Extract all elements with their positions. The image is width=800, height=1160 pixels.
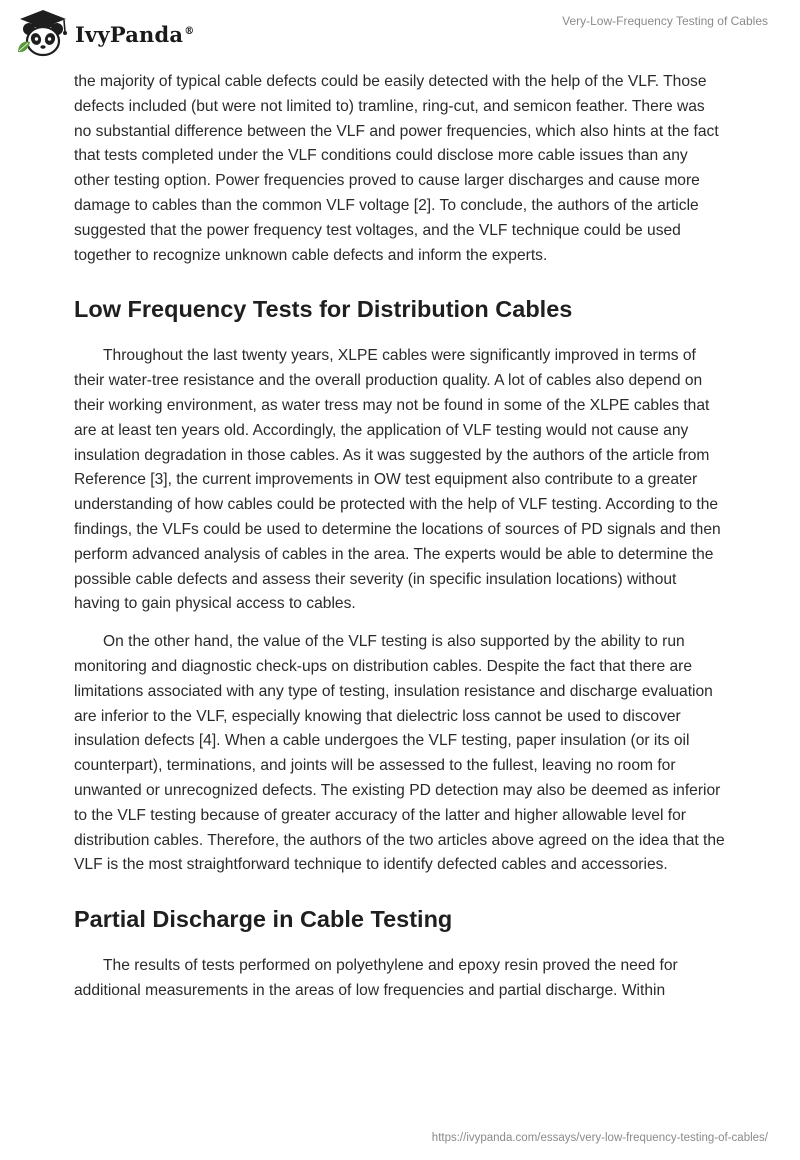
paragraph-1: the majority of typical cable defects could be easily detected with the help of the VLF. Those defects included (but were not limited to) tramline, ring-cut, and semicon feather. There was no substantial difference between the VLF and power frequencies, which also hints at the fact that tests completed under the VLF conditions could disclose more cable issues than any other testing option. Power frequencies proved to cause larger discharges and cause more damage to cables than the common VLF voltage [2]. To conclude, the authors of the article suggested that the power frequency test voltages, and the VLF technique could be used together to recognize unknown cable defects and inform the experts. — [74, 73, 719, 264]
paragraph-3: On the other hand, the value of the VLF testing is also supported by the ability to run monitoring and diagnostic check-ups on distribution cables. Despite the fact that there are limitations associated with any type of testing, insulation resistance and discharge evaluation are inferior to the VLF, especially knowing that dielectric loss cannot be used to discover insulation defects [4]. When a cable undergoes the VLF testing, paper insulation (or its oil counterpart), terminations, and joints will be assessed to the fullest, leaving no room for unwanted or unrecognized defects. The existing PD detection may also be deemed as inferior to the VLF testing because of greater accuracy of the latter and higher allowable level for distribution cables. Therefore, the authors of the two articles above agreed on the idea that the VLF is the most straightforward technique to identify defected cables and accessories. — [74, 633, 725, 874]
paragraph-2: Throughout the last twenty years, XLPE cables were significantly improved in terms of their water-tree resistance and the overall production quality. A lot of cables also depend on their working environment, as water tress may not be found in some of the XLPE cables that are at least ten years old. Accordingly, the application of VLF testing would not cause any insulation degradation in those cables. As it was suggested by the authors of the article from Reference [3], the current improvements in OW test equipment also contribute to a greater understanding of how cables could be protected with the help of VLF testing. According to the findings, the VLFs could be used to determine the locations of sources of PD signals and then perform advanced analysis of cables in the area. The experts would be able to determine the possible cable defects and assess their severity (in specific insulation locations) without having to gain physical access to cables. — [74, 347, 721, 613]
paragraph-4: The results of tests performed on polyethylene and epoxy resin proved the need for additional measurements in the areas of low frequencies and partial discharge. Within — [74, 957, 678, 999]
section-heading-partial-discharge: Partial Discharge in Cable Testing — [74, 906, 453, 933]
section-heading-low-frequency-tests: Low Frequency Tests for Distribution Cables — [74, 296, 573, 323]
registered-mark: ® — [184, 25, 195, 37]
footer-source-url[interactable]: https://ivypanda.com/essays/very-low-frequency-testing-of-cables/ — [431, 1132, 768, 1144]
ivypanda-logo[interactable] — [14, 8, 194, 60]
panda-graduate-icon — [14, 8, 72, 60]
essay-content — [74, 70, 726, 1017]
brand-name: IvyPanda® — [75, 21, 195, 47]
running-title: Very-Low-Frequency Testing of Cables — [562, 14, 768, 28]
page-header — [0, 0, 800, 60]
